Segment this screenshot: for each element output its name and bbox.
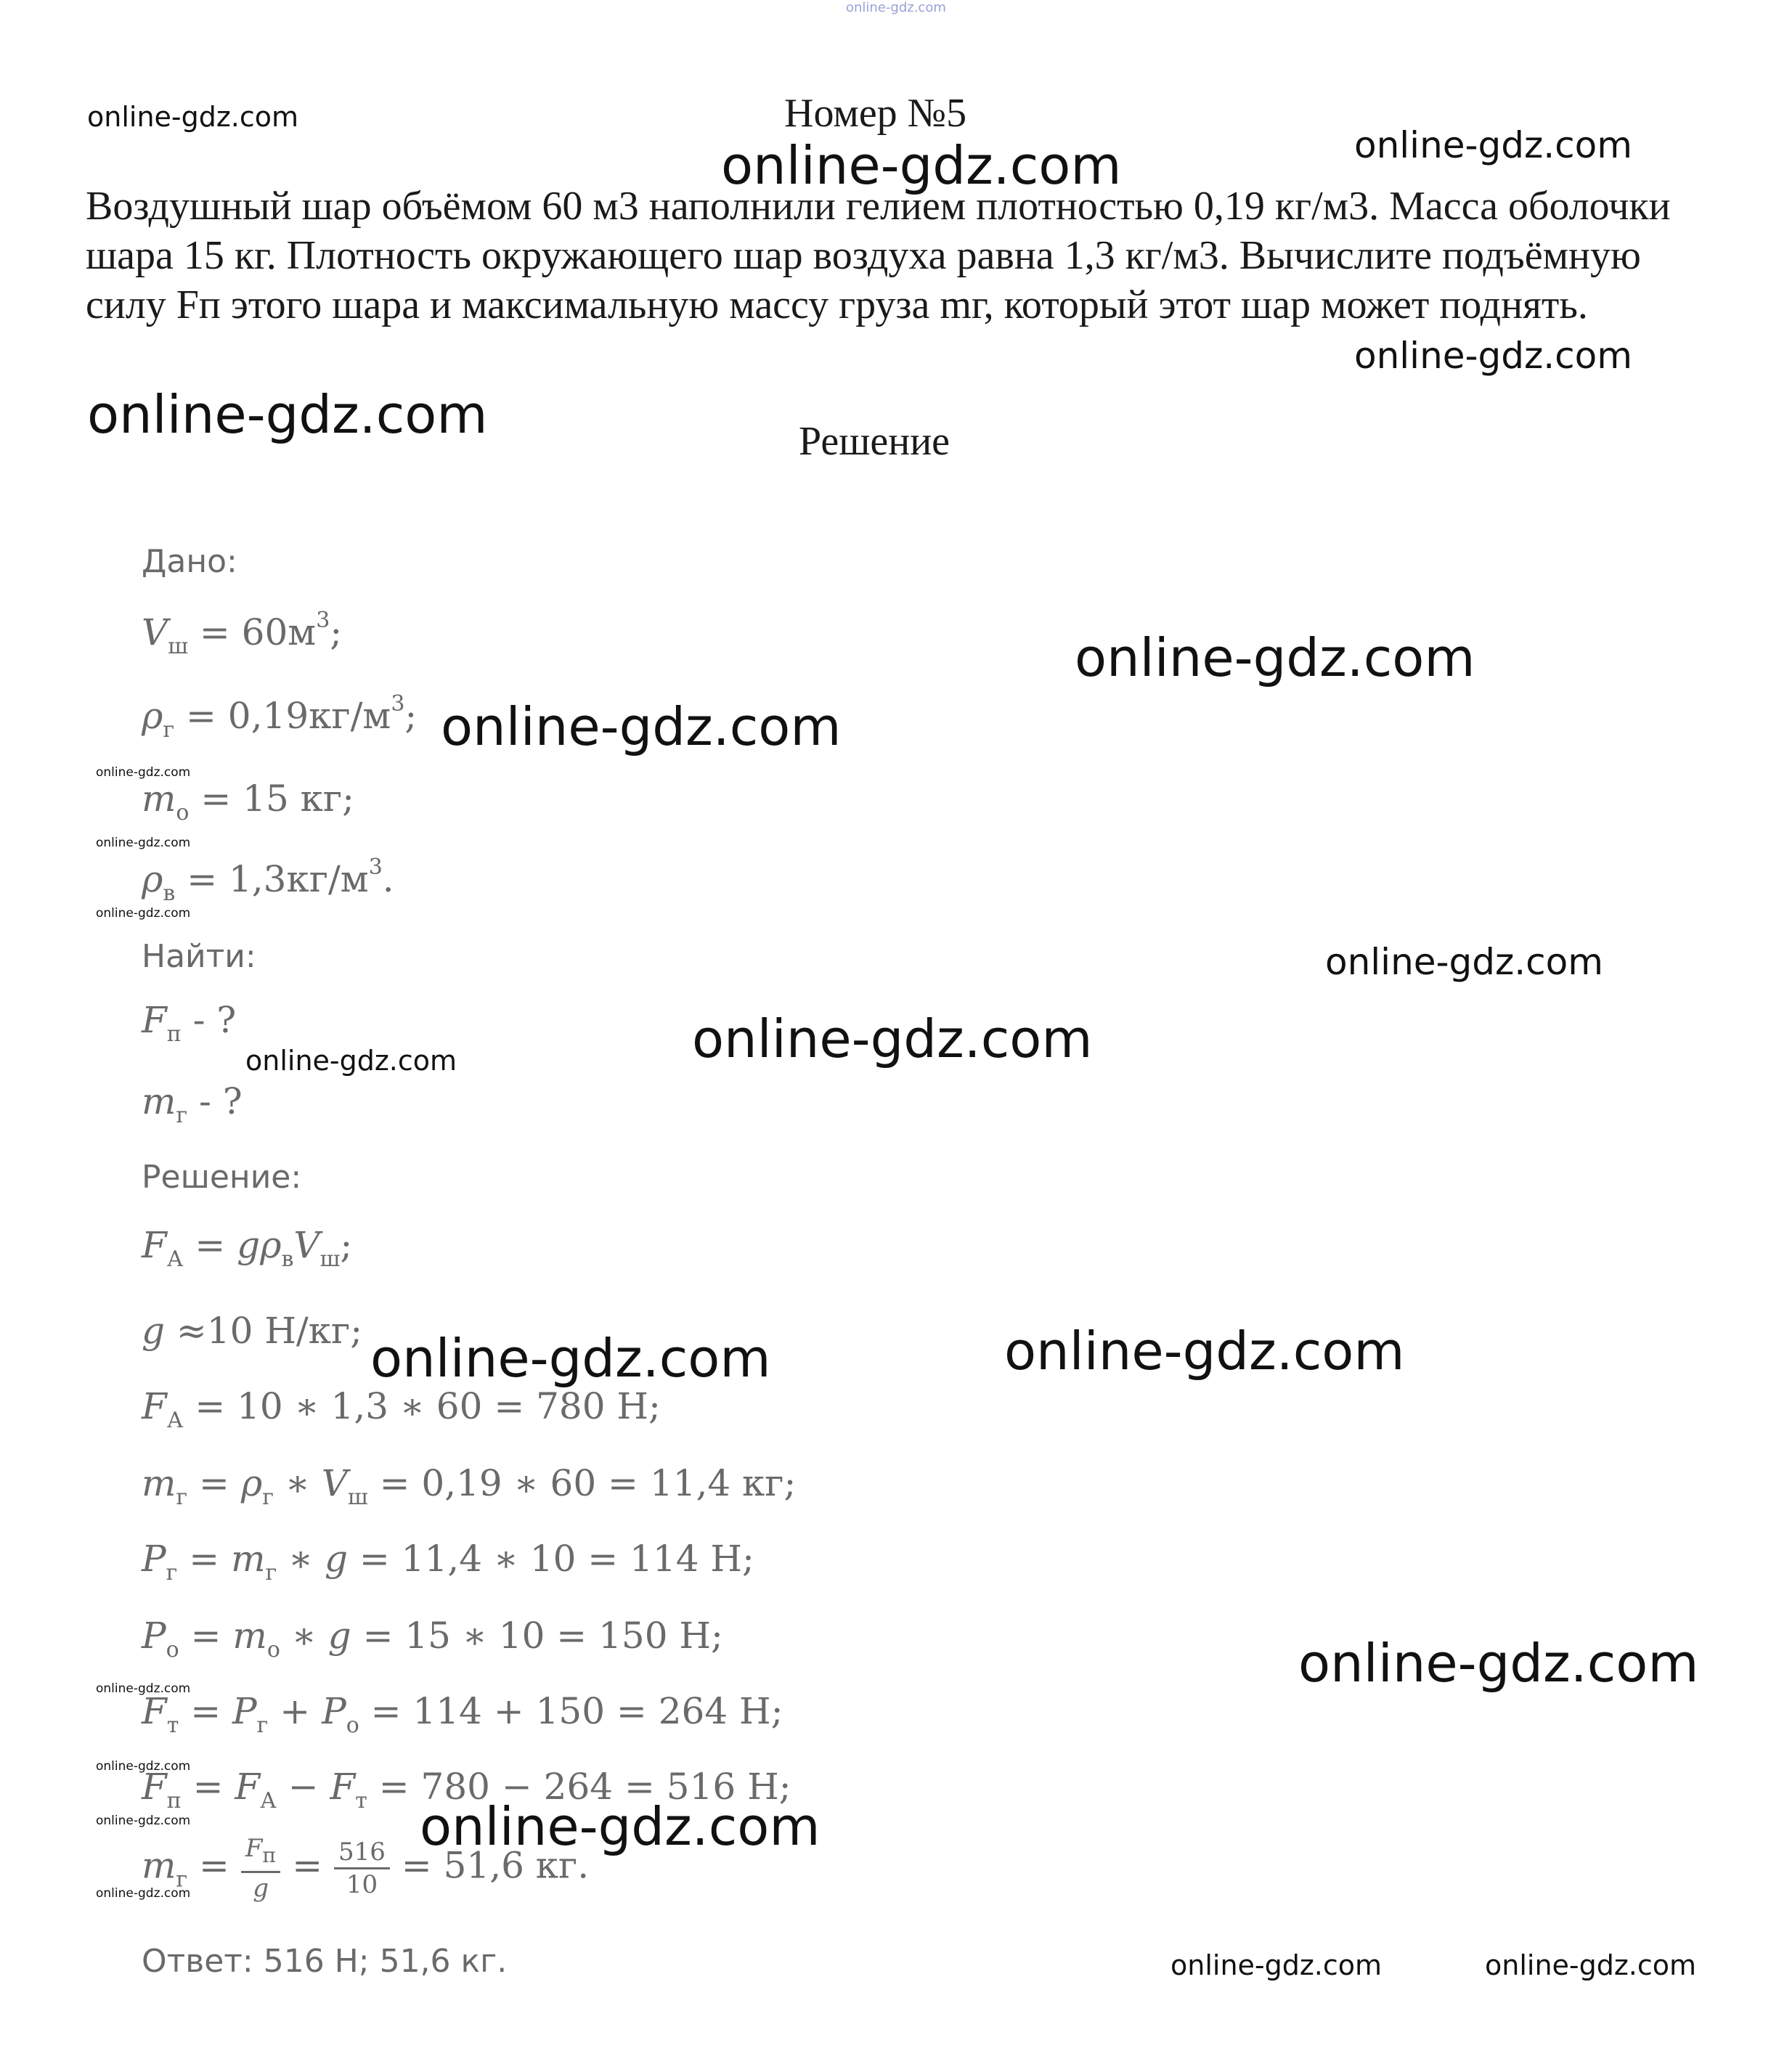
page-title: Номер №5 [784,91,967,136]
watermark: online-gdz.com [1075,627,1475,688]
find-lift-force: $F_п$ - ? [142,999,237,1047]
find-cargo-mass: $m_г$ - ? [142,1080,243,1128]
watermark: online-gdz.com [1354,335,1632,377]
watermark: online-gdz.com [1485,1949,1697,1981]
watermark: online-gdz.com [96,1886,191,1901]
formula-cargo-mass: $m_г$ = $\frac{F_п}{g}$ = $\frac{516}{10}$ = 51,6 кг. [142,1834,590,1903]
solution-heading: Решение [799,419,950,464]
watermark: online-gdz.com [1298,1633,1699,1694]
formula-shell-weight: $P_о = m_о$ ∗ g = 15 ∗ 10 = 150 Н; [142,1615,723,1663]
watermark: online-gdz.com [1004,1321,1405,1382]
watermark: online-gdz.com [1171,1949,1383,1981]
watermark: online-gdz.com [846,0,946,15]
formula-archimedes-value: $F_А = 10$ ∗ 1,3 ∗ 60 = 780 Н; [142,1385,661,1433]
formula-g: g ≈10 Н/кг; [142,1310,363,1352]
formula-lift-force: $F_п = F_А - F_т = 780 - 264 = 516$ Н; [142,1766,791,1814]
watermark: online-gdz.com [87,101,299,133]
find-label: Найти: [142,938,256,975]
solution-block [142,0,940,2072]
watermark: online-gdz.com [692,1008,1093,1069]
problem-text: Воздушный шар объёмом 60 м3 наполнили гелием плотностью 0,19 кг/м3. Масса оболочки шара 15 кг. Плотность окружающего шар воздуха равна 1,3 кг/м3. Вычислите подъёмную силу Fп этого шара и максимальную массу груза mг, который этот шар может поднять. [86,184,1671,327]
watermark: online-gdz.com [245,1045,457,1077]
watermark: online-gdz.com [441,696,842,757]
watermark: online-gdz.com [96,765,191,780]
formula-helium-weight: $P_г = m_г$ ∗ g = 11,4 ∗ 10 = 114 Н; [142,1538,754,1586]
formula-archimedes: $F_А = g\rho_вV_ш$; [142,1224,353,1272]
watermark: online-gdz.com [721,135,1122,196]
formula-gravity-total: $F_т = P_г + P_о = 114 + 150 = 264$ Н; [142,1690,783,1738]
watermark: online-gdz.com [96,1759,191,1774]
watermark: online-gdz.com [420,1796,821,1857]
given-air-density: $\rho_в = 1,3кг/м^3$. [142,855,394,906]
watermark: online-gdz.com [96,836,191,850]
given-label: Дано: [142,543,237,580]
formula-helium-mass: $m_г = \rho_г$ ∗ $V_ш = 0,19$ ∗ 60 = 11,4 кг; [142,1462,797,1510]
solve-label: Решение: [142,1159,302,1196]
watermark: online-gdz.com [1354,124,1632,166]
watermark: online-gdz.com [96,1814,191,1828]
watermark: online-gdz.com [1325,941,1603,983]
watermark: online-gdz.com [96,906,191,921]
watermark: online-gdz.com [370,1328,771,1389]
watermark: online-gdz.com [87,384,488,445]
given-volume: $V_ш = 60м^3$; [142,608,343,659]
answer: Ответ: 516 Н; 51,6 кг. [142,1943,508,1980]
given-shell-mass: $m_о = 15$ кг; [142,778,354,825]
watermark: online-gdz.com [96,1681,191,1696]
given-helium-density: $\rho_г = 0,19кг/м^3$; [142,691,418,743]
